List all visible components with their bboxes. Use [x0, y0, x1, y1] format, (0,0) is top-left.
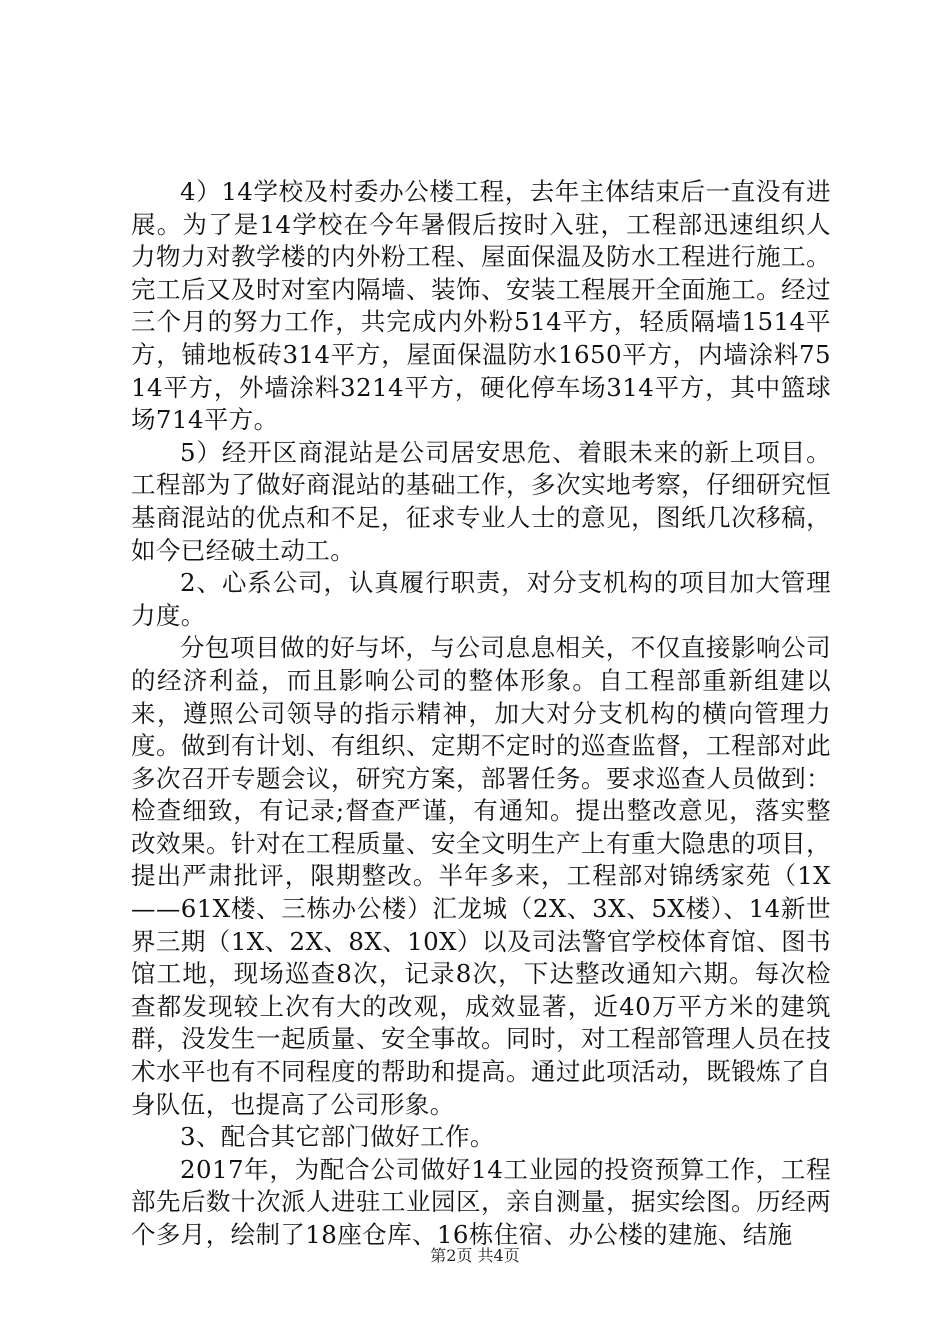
paragraph-concrete-station: 5）经开区商混站是公司居安思危、着眼未来的新上项目。工程部为了做好商混站的基础工作，多次实地考察，仔细研究恒基商混站的优点和不足，征求专业人士的意见，图纸几次移稿，如今已经破土动工。 [131, 437, 831, 565]
paragraph-industrial-park: 2017年，为配合公司做好14工业园的投资预算工作，工程部先后数十次派人进驻工业园区，亲自测量，据实绘图。历经两个多月，绘制了18座仓库、16栋住宿、办公楼的建施、结施 [131, 1154, 831, 1249]
document-body [131, 176, 831, 1252]
paragraph-heading-cooperation: 3、配合其它部门做好工作。 [180, 1122, 495, 1152]
paragraph-school-project: 4）14学校及村委办公楼工程，去年主体结束后一直没有进展。为了是14学校在今年暑假后按时入驻，工程部迅速组织人力物力对教学楼的内外粉工程、屋面保温及防水工程进行施工。完工后又及时对室内隔墙、装饰、安装工程展开全面施工。经过三个月的努力工作，共完成内外粉514平方，轻质隔墙1514平方，铺地板砖314平方，屋面保温防水1650平方，内墙涂料7514平方，外墙涂料3214平方，硬化停车场314平方，其中篮球场714平方。 [131, 177, 831, 435]
paragraph-heading-branch-management: 2、心系公司，认真履行职责，对分支机构的项目加大管理力度。 [131, 568, 831, 630]
page-number-footer: 第2页 共4页 [430, 1246, 520, 1265]
paragraph-subcontract-inspection: 分包项目做的好与坏，与公司息息相关，不仅直接影响公司的经济利益，而且影响公司的整体形象。自工程部重新组建以来，遵照公司领导的指示精神，加大对分支机构的横向管理力度。做到有计划、有组织、定期不定时的巡查监督，工程部对此多次召开专题会议，研究方案，部署任务。要求巡查人员做到：检查细致，有记录;督查严谨，有通知。提出整改意见，落实整改效果。针对在工程质量、安全文明生产上有重大隐患的项目，提出严肃批评，限期整改。半年多来，工程部对锦绣家苑（1X——61X楼、三栋办公楼）汇龙城（2X、3X、5X楼）、14新世界三期（1X、2X、8X、10X）以及司法警官学校体育馆、图书馆工地，现场巡查8次，记录8次，下达整改通知六期。每次检查都发现较上次有大的改观，成效显著，近40万平方米的建筑群，没发生一起质量、安全事故。同时，对工程部管理人员在技术水平也有不同程度的帮助和提高。通过此项活动，既锻炼了自身队伍，也提高了公司形象。 [131, 633, 831, 1119]
